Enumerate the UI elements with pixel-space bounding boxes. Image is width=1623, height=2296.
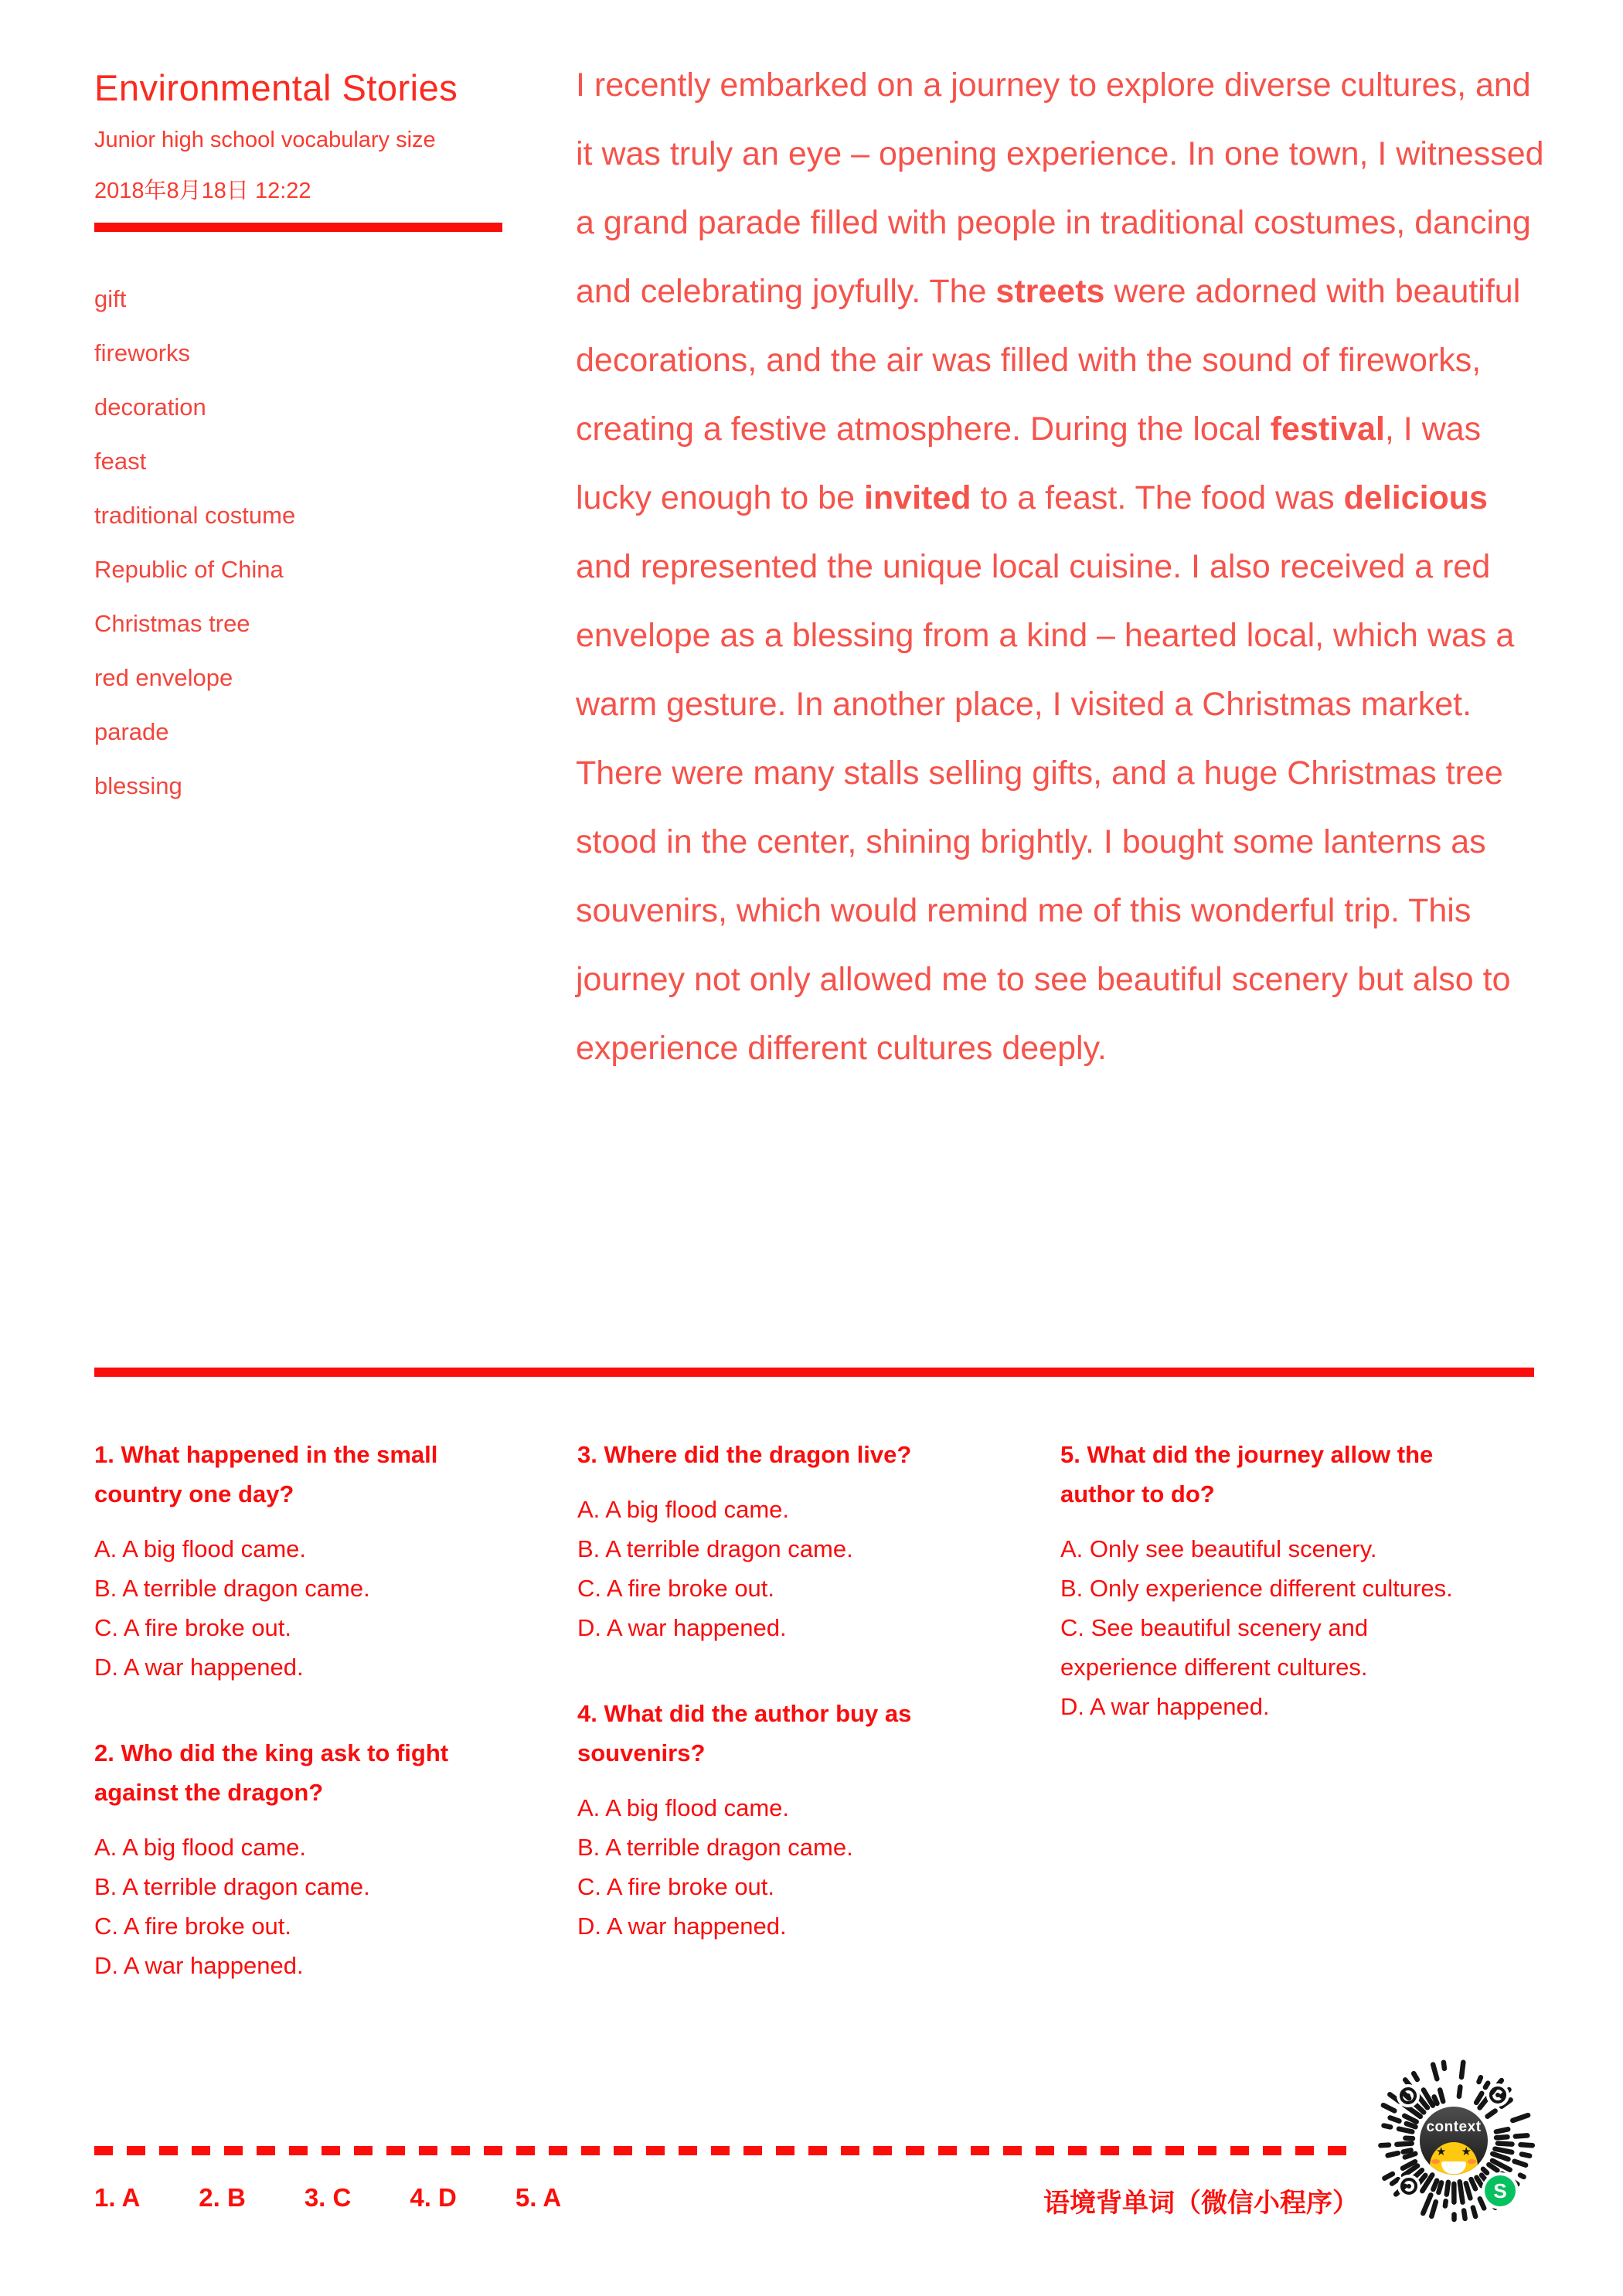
- question-option: D. A war happened.: [1060, 1693, 1270, 1720]
- wechat-miniprogram-qr: [1368, 2047, 1547, 2226]
- question-2: [94, 1733, 496, 1985]
- questions-section: [94, 1435, 1540, 2032]
- answer-item: 3. C: [304, 2183, 352, 2212]
- question-title: 2. Who did the king ask to fight against the dragon?: [94, 1739, 449, 1806]
- cheek-blush-icon: [1431, 2159, 1440, 2164]
- passage-text: I recently embarked on a journey to explore diverse cultures, and it was truly an eye – opening experience. In one town, I witnessed a grand parade filled with people in traditional costumes, dancing and celebrating joyfully. The streets were adorned with beautiful decorations, and the air was filled with the sound of fireworks, creating a festive atmosphere. During the local festival, I was lucky enough to be invited to a feast. The food was delicious and represented the unique local cuisine. I also received a red envelope as a blessing from a kind – hearted local, which was a warm gesture. In another place, I visited a Christmas market. There were many stalls selling gifts, and a huge Christmas tree stood in the center, shining brightly. I bought some lanterns as souvenirs, which would remind me of this wonderful trip. This journey not only allowed me to see beautiful scenery but also to experience different cultures deeply.: [576, 66, 1544, 1067]
- page-date: 2018年8月18日 12:22: [94, 179, 311, 203]
- page-subtitle: Junior high school vocabulary size: [94, 128, 436, 152]
- question-option: B. A terrible dragon came.: [577, 1834, 853, 1861]
- answer-key: [94, 2183, 561, 2213]
- cheek-blush-icon: [1468, 2159, 1476, 2164]
- answer-item: 2. B: [199, 2183, 246, 2212]
- question-4: [577, 1694, 979, 1946]
- page-title: Environmental Stories: [94, 67, 458, 108]
- questions-divider: [94, 1368, 1534, 1377]
- question-option: B. Only experience different cultures.: [1060, 1575, 1453, 1602]
- answer-item: 1. A: [94, 2183, 141, 2212]
- question-5: [1060, 1435, 1462, 1726]
- word-item: gift: [94, 285, 127, 312]
- question-option: A. A big flood came.: [94, 1535, 307, 1562]
- question-title: 4. What did the author buy as souvenirs?: [577, 1700, 912, 1766]
- question-option: C. See beautiful scenery and experience different cultures.: [1060, 1614, 1369, 1681]
- star-eye-icon: ★: [1461, 2145, 1472, 2158]
- question-title: 1. What happened in the small country one day?: [94, 1441, 438, 1507]
- qr-position-marker-icon: [1400, 2178, 1417, 2195]
- question-title: 3. Where did the dragon live?: [577, 1441, 912, 1468]
- qr-center-label: context: [1426, 2119, 1482, 2135]
- question-option: A. Only see beautiful scenery.: [1060, 1535, 1377, 1562]
- question-title: 5. What did the journey allow the author to do?: [1060, 1441, 1434, 1507]
- word-item: Republic of China: [94, 556, 284, 583]
- emoji-face-icon: [1430, 2142, 1478, 2175]
- answer-item: 4. D: [410, 2183, 457, 2212]
- questions-column-2: [577, 1435, 979, 2032]
- question-option: B. A terrible dragon came.: [577, 1535, 853, 1562]
- questions-column-3: [1060, 1435, 1462, 2032]
- question-option: B. A terrible dragon came.: [94, 1575, 370, 1602]
- question-1: [94, 1435, 496, 1687]
- question-option: C. A fire broke out.: [577, 1575, 775, 1602]
- question-option: A. A big flood came.: [577, 1496, 790, 1523]
- word-item: traditional costume: [94, 502, 296, 529]
- qr-position-marker-icon: [1400, 2087, 1417, 2104]
- word-item: red envelope: [94, 664, 233, 691]
- qr-position-marker-icon: [1489, 2086, 1506, 2104]
- answer-item: 5. A: [515, 2183, 562, 2212]
- app-label: 语境背单词（微信小程序）: [1043, 2189, 1359, 2218]
- question-option: C. A fire broke out.: [94, 1913, 292, 1940]
- questions-column-1: [94, 1435, 496, 2032]
- star-eye-icon: ★: [1436, 2145, 1447, 2158]
- word-item: decoration: [94, 393, 206, 421]
- smile-mouth-icon: [1441, 2161, 1466, 2174]
- question-option: D. A war happened.: [94, 1654, 304, 1681]
- word-item: fireworks: [94, 339, 191, 366]
- question-3: [577, 1435, 979, 1647]
- question-option: B. A terrible dragon came.: [94, 1873, 370, 1900]
- wechat-s-icon: S: [1493, 2178, 1507, 2202]
- header-divider: [94, 223, 502, 232]
- question-option: C. A fire broke out.: [577, 1873, 775, 1900]
- question-option: D. A war happened.: [94, 1952, 304, 1979]
- word-item: Christmas tree: [94, 610, 250, 637]
- question-option: C. A fire broke out.: [94, 1614, 292, 1641]
- word-item: blessing: [94, 772, 182, 799]
- word-item: feast: [94, 448, 147, 475]
- wechat-logo-badge: [1485, 2175, 1516, 2206]
- header: [94, 66, 512, 205]
- word-item: parade: [94, 718, 169, 745]
- question-option: D. A war happened.: [577, 1614, 787, 1641]
- question-option: D. A war happened.: [577, 1913, 787, 1940]
- word-list: [94, 272, 512, 813]
- answers-divider: [94, 2146, 1346, 2155]
- qr-center-logo: [1420, 2107, 1488, 2175]
- question-option: A. A big flood came.: [94, 1834, 307, 1861]
- question-option: A. A big flood came.: [577, 1794, 790, 1821]
